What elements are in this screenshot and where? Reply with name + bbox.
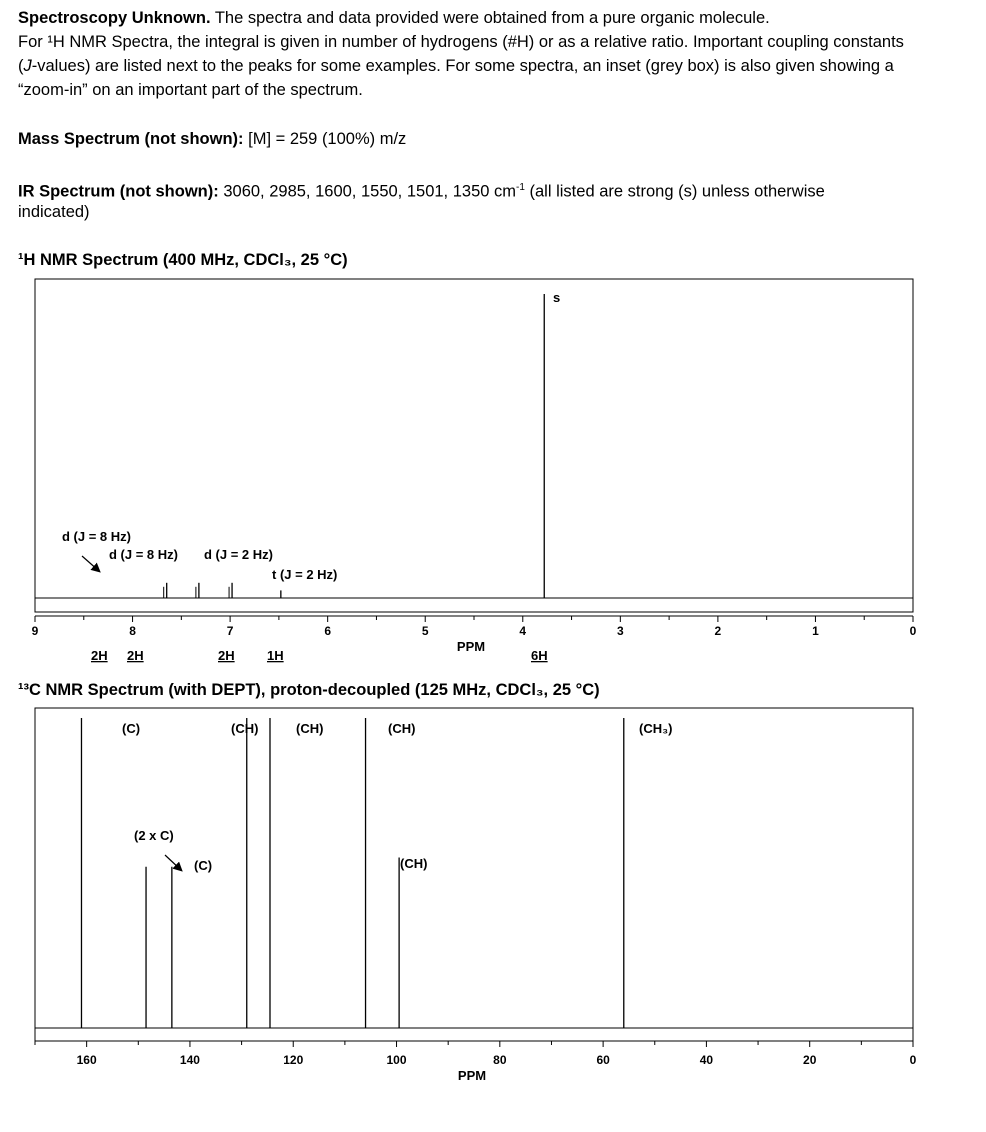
c-peak-label-1: (C) xyxy=(122,721,141,736)
ir-spec-value: 3060, 2985, 1600, 1550, 1501, 1350 cm xyxy=(223,182,517,201)
ir-spec-note: (all listed are strong (s) unless otherwise xyxy=(529,182,825,201)
h-peak-label-3: d (J = 2 Hz) xyxy=(204,547,273,562)
c-tick-label: 140 xyxy=(179,1053,200,1067)
j-italic: J xyxy=(23,57,32,75)
c-tick-label: 0 xyxy=(909,1053,917,1067)
h-tick-label: 7 xyxy=(226,624,234,638)
h-peak-label-1: d (J = 8 Hz) xyxy=(62,529,131,544)
ir-spec-sup: -1 xyxy=(516,182,525,193)
c-peak-label-5: (CH) xyxy=(296,721,324,736)
h-tick-label: 9 xyxy=(31,624,39,638)
h-tick-label: 0 xyxy=(909,624,917,638)
ir-spec-note-2: indicated) xyxy=(18,203,90,221)
mass-spec-label: Mass Spectrum (not shown): xyxy=(18,130,244,148)
h-tick-label: 2 xyxy=(714,624,722,638)
intro-text-3: -values) are listed next to the peaks for some examples. For some spectra, an inset (grey box) is also given showing a xyxy=(31,57,894,75)
c-tick-label: 80 xyxy=(493,1053,507,1067)
h-integral-3: 2H xyxy=(218,648,235,663)
c-tick-label: 40 xyxy=(699,1053,714,1067)
c-peak-label-8: (CH₃) xyxy=(639,721,673,736)
h-tick-label: 6 xyxy=(324,624,332,638)
c-peak-label-2: (2 x C) xyxy=(134,828,174,843)
c-nmr-title: ¹³C NMR Spectrum (with DEPT), proton-decoupled (125 MHz, CDCl₃, 25 °C) xyxy=(18,681,600,699)
h-integral-2: 2H xyxy=(127,648,144,663)
intro-text-1: The spectra and data provided were obtained from a pure organic molecule. xyxy=(214,9,770,27)
c-peak-label-3: (C) xyxy=(194,858,213,873)
h-integral-4: 1H xyxy=(267,648,284,663)
c-tick-label: 160 xyxy=(76,1053,97,1067)
c-peak-arrow xyxy=(165,855,181,870)
intro-title: Spectroscopy Unknown. xyxy=(18,9,211,27)
h-tick-label: 5 xyxy=(421,624,429,638)
h-nmr-title: ¹H NMR Spectrum (400 MHz, CDCl₃, 25 °C) xyxy=(18,251,348,269)
h-peak-label-5: s xyxy=(553,290,561,305)
h-nmr-xlabel: PPM xyxy=(456,639,486,654)
intro-line-2: For ¹H NMR Spectra, the integral is given in number of hydrogens (#H) or as a relative ratio. Important coupling constants xyxy=(18,33,904,51)
c-tick-label: 100 xyxy=(386,1053,407,1067)
c-nmr-xlabel: PPM xyxy=(457,1068,487,1083)
h-peak-label-4: t (J = 2 Hz) xyxy=(272,567,338,582)
intro-line-4: “zoom-in” on an important part of the spectrum. xyxy=(18,81,363,99)
c-nmr-frame xyxy=(35,708,913,1041)
c-tick-label: 20 xyxy=(803,1053,817,1067)
h-integral-1: 2H xyxy=(91,648,108,663)
c-tick-label: 60 xyxy=(596,1053,610,1067)
c-peak-label-6: (CH) xyxy=(388,721,416,736)
c-peak-label-7: (CH) xyxy=(400,856,428,871)
c-tick-label: 120 xyxy=(283,1053,304,1067)
c-peak-label-4: (CH) xyxy=(231,721,259,736)
ir-spec-label: IR Spectrum (not shown): xyxy=(18,182,219,201)
h-tick-label: 3 xyxy=(616,624,624,638)
h-peak-label-2: d (J = 8 Hz) xyxy=(109,547,178,562)
h-tick-label: 1 xyxy=(812,624,819,638)
intro-line-3: (J-values) are listed next to the peaks for some examples. For some spectra, an inset (grey box) is also given showing a xyxy=(18,57,894,75)
h-tick-label: 8 xyxy=(129,624,136,638)
mass-spec-value: [M] = 259 (100%) m/z xyxy=(248,130,407,148)
h-integral-5: 6H xyxy=(531,648,548,663)
h-tick-label: 4 xyxy=(519,624,527,638)
